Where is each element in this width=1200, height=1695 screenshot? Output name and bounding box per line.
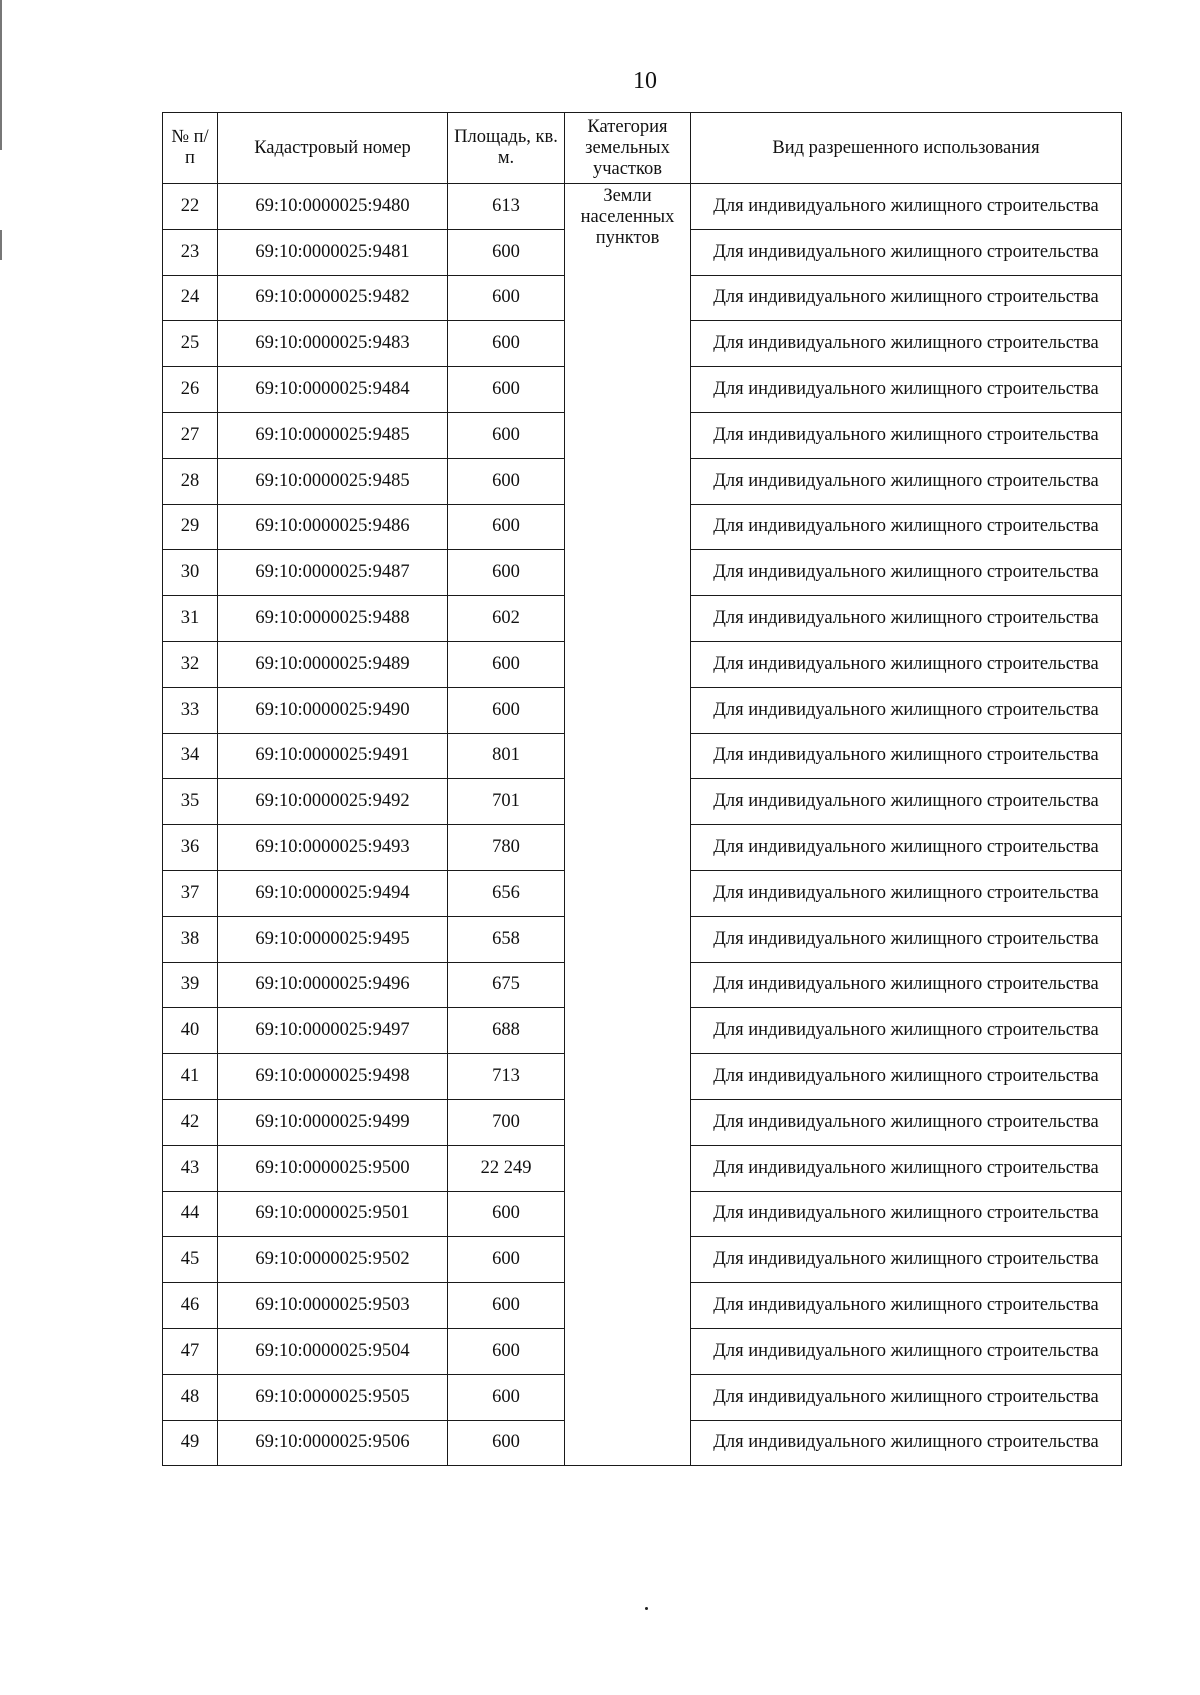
area-value: 600 [448,275,565,321]
category-value: Земли населенных пунктов [565,184,691,1466]
row-number: 45 [163,1237,218,1283]
cadastral-number: 69:10:0000025:9484 [218,367,448,413]
area-value: 713 [448,1054,565,1100]
area-value: 600 [448,412,565,458]
permitted-use-value: Для индивидуального жилищного строительства [691,1099,1122,1145]
area-value: 600 [448,1374,565,1420]
land-plots-table [162,112,1122,1466]
cadastral-number: 69:10:0000025:9487 [218,550,448,596]
row-number: 33 [163,687,218,733]
area-value: 600 [448,1237,565,1283]
row-number: 42 [163,1099,218,1145]
cadastral-number: 69:10:0000025:9495 [218,916,448,962]
row-number: 40 [163,1008,218,1054]
cadastral-number: 69:10:0000025:9504 [218,1328,448,1374]
row-number: 47 [163,1328,218,1374]
cadastral-number: 69:10:0000025:9494 [218,870,448,916]
row-number: 41 [163,1054,218,1100]
area-value: 600 [448,1283,565,1329]
area-value: 600 [448,641,565,687]
area-value: 600 [448,1420,565,1466]
cadastral-number: 69:10:0000025:9483 [218,321,448,367]
permitted-use-value: Для индивидуального жилищного строительства [691,1145,1122,1191]
area-value: 688 [448,1008,565,1054]
permitted-use-value: Для индивидуального жилищного строительства [691,504,1122,550]
row-number: 32 [163,641,218,687]
header-no: № п/п [163,113,218,184]
cadastral-number: 69:10:0000025:9490 [218,687,448,733]
area-value: 600 [448,1191,565,1237]
row-number: 46 [163,1283,218,1329]
cadastral-number: 69:10:0000025:9499 [218,1099,448,1145]
permitted-use-value: Для индивидуального жилищного строительства [691,641,1122,687]
permitted-use-value: Для индивидуального жилищного строительства [691,1191,1122,1237]
row-number: 31 [163,596,218,642]
permitted-use-value: Для индивидуального жилищного строительства [691,916,1122,962]
permitted-use-value: Для индивидуального жилищного строительства [691,1420,1122,1466]
header-category: Категория земельных участков [565,113,691,184]
cadastral-number: 69:10:0000025:9496 [218,962,448,1008]
area-value: 600 [448,504,565,550]
area-value: 600 [448,550,565,596]
row-number: 44 [163,1191,218,1237]
permitted-use-value: Для индивидуального жилищного строительства [691,367,1122,413]
cadastral-number: 69:10:0000025:9506 [218,1420,448,1466]
area-value: 700 [448,1099,565,1145]
row-number: 37 [163,870,218,916]
permitted-use-value: Для индивидуального жилищного строительства [691,229,1122,275]
area-value: 701 [448,779,565,825]
row-number: 48 [163,1374,218,1420]
cadastral-number: 69:10:0000025:9485 [218,458,448,504]
area-value: 600 [448,321,565,367]
row-number: 23 [163,229,218,275]
cadastral-number: 69:10:0000025:9503 [218,1283,448,1329]
area-value: 600 [448,1328,565,1374]
row-number: 26 [163,367,218,413]
cadastral-number: 69:10:0000025:9489 [218,641,448,687]
cadastral-number: 69:10:0000025:9497 [218,1008,448,1054]
row-number: 49 [163,1420,218,1466]
scan-edge-line [0,230,2,260]
cadastral-number: 69:10:0000025:9491 [218,733,448,779]
permitted-use-value: Для индивидуального жилищного строительства [691,1008,1122,1054]
permitted-use-value: Для индивидуального жилищного строительства [691,412,1122,458]
permitted-use-value: Для индивидуального жилищного строительства [691,825,1122,871]
permitted-use-value: Для индивидуального жилищного строительства [691,550,1122,596]
cadastral-number: 69:10:0000025:9502 [218,1237,448,1283]
cadastral-number: 69:10:0000025:9488 [218,596,448,642]
row-number: 36 [163,825,218,871]
area-value: 675 [448,962,565,1008]
permitted-use-value: Для индивидуального жилищного строительства [691,184,1122,230]
row-number: 28 [163,458,218,504]
permitted-use-value: Для индивидуального жилищного строительства [691,733,1122,779]
row-number: 25 [163,321,218,367]
permitted-use-value: Для индивидуального жилищного строительства [691,687,1122,733]
row-number: 24 [163,275,218,321]
permitted-use-value: Для индивидуального жилищного строительства [691,596,1122,642]
header-area: Площадь, кв. м. [448,113,565,184]
row-number: 22 [163,184,218,230]
cadastral-number: 69:10:0000025:9485 [218,412,448,458]
area-value: 780 [448,825,565,871]
table-body [163,184,1122,1466]
header-cadastral-number: Кадастровый номер [218,113,448,184]
permitted-use-value: Для индивидуального жилищного строительства [691,458,1122,504]
row-number: 30 [163,550,218,596]
cadastral-number: 69:10:0000025:9482 [218,275,448,321]
permitted-use-value: Для индивидуального жилищного строительства [691,321,1122,367]
permitted-use-value: Для индивидуального жилищного строительства [691,1237,1122,1283]
permitted-use-value: Для индивидуального жилищного строительства [691,870,1122,916]
cadastral-number: 69:10:0000025:9501 [218,1191,448,1237]
area-value: 600 [448,229,565,275]
area-value: 602 [448,596,565,642]
table-header-row [163,113,1122,184]
area-value: 600 [448,367,565,413]
row-number: 39 [163,962,218,1008]
permitted-use-value: Для индивидуального жилищного строительства [691,1283,1122,1329]
page-number: 10 [633,68,657,94]
permitted-use-value: Для индивидуального жилищного строительства [691,275,1122,321]
area-value: 22 249 [448,1145,565,1191]
cadastral-number: 69:10:0000025:9505 [218,1374,448,1420]
row-number: 34 [163,733,218,779]
cadastral-number: 69:10:0000025:9500 [218,1145,448,1191]
header-permitted-use: Вид разрешенного использования [691,113,1122,184]
permitted-use-value: Для индивидуального жилищного строительства [691,1374,1122,1420]
cadastral-number: 69:10:0000025:9498 [218,1054,448,1100]
row-number: 35 [163,779,218,825]
area-value: 656 [448,870,565,916]
area-value: 600 [448,687,565,733]
row-number: 43 [163,1145,218,1191]
area-value: 658 [448,916,565,962]
area-value: 801 [448,733,565,779]
permitted-use-value: Для индивидуального жилищного строительства [691,962,1122,1008]
row-number: 29 [163,504,218,550]
permitted-use-value: Для индивидуального жилищного строительства [691,779,1122,825]
cadastral-number: 69:10:0000025:9486 [218,504,448,550]
permitted-use-value: Для индивидуального жилищного строительства [691,1328,1122,1374]
permitted-use-value: Для индивидуального жилищного строительства [691,1054,1122,1100]
area-value: 600 [448,458,565,504]
area-value: 613 [448,184,565,230]
table-row [163,184,1122,230]
scan-dot [645,1607,648,1610]
cadastral-number: 69:10:0000025:9492 [218,779,448,825]
row-number: 38 [163,916,218,962]
row-number: 27 [163,412,218,458]
cadastral-number: 69:10:0000025:9480 [218,184,448,230]
cadastral-number: 69:10:0000025:9481 [218,229,448,275]
cadastral-number: 69:10:0000025:9493 [218,825,448,871]
